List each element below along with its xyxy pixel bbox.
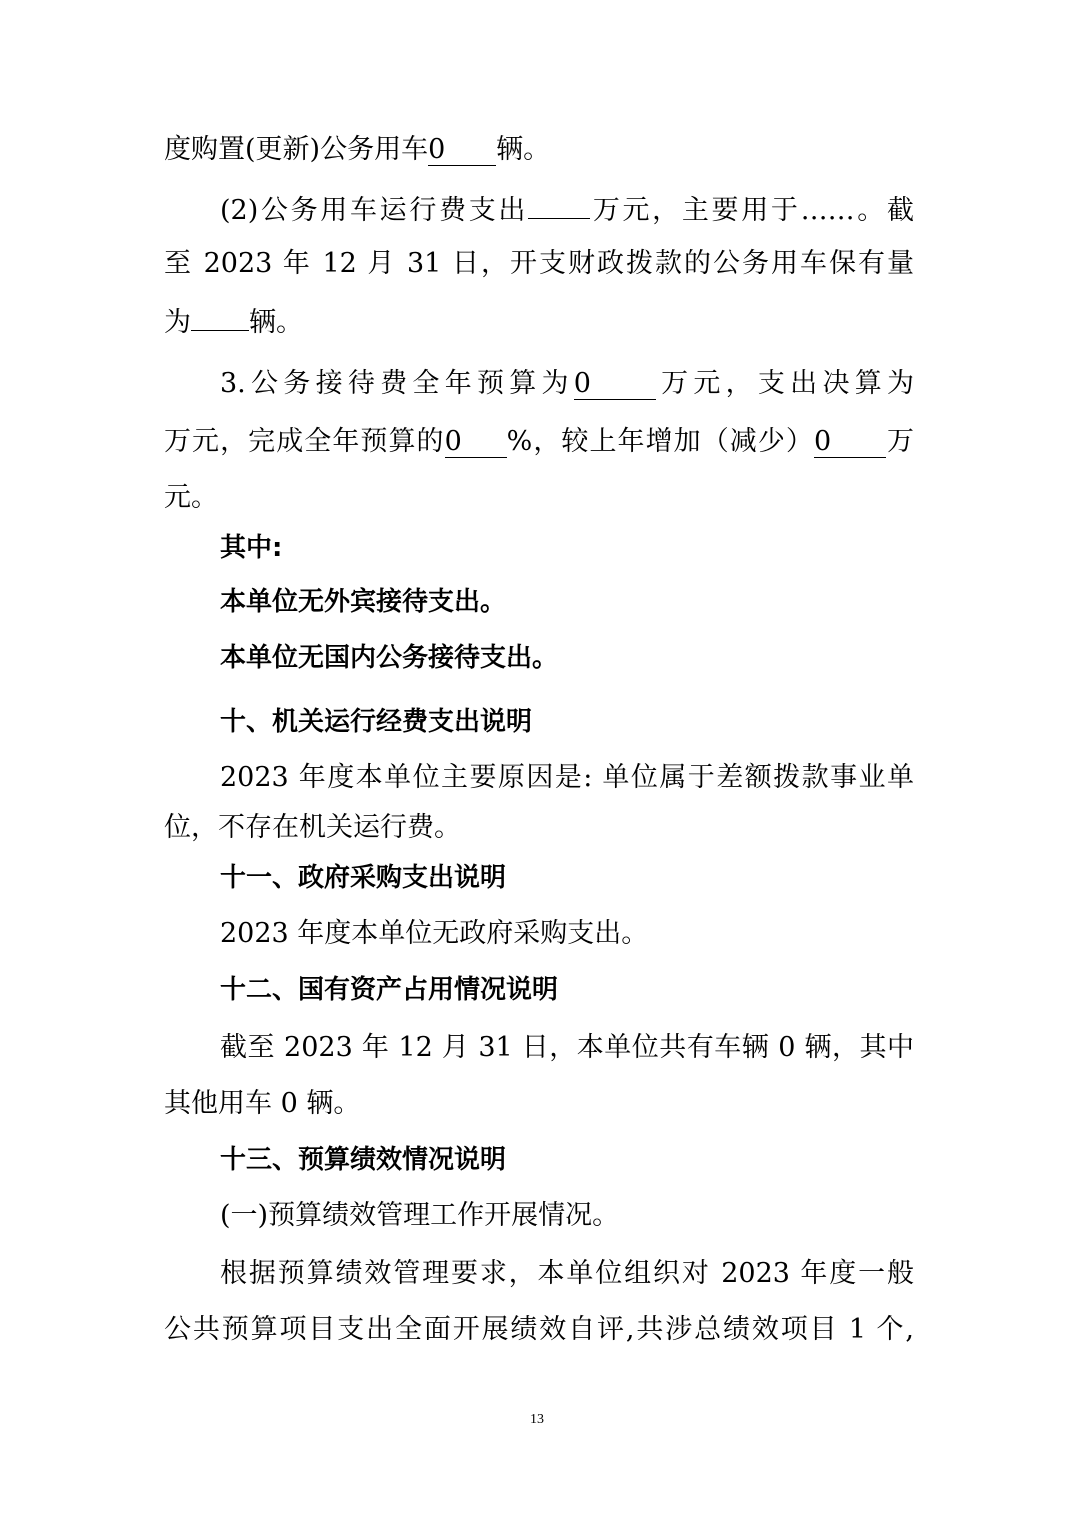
fill-blank [191, 300, 249, 331]
section-heading-10: 十、机关运行经费支出说明 [220, 707, 533, 737]
paragraph-line: 2023 年度本单位主要原因是: 单位属于差额拨款事业单 [220, 762, 914, 793]
text-segment: 3.公务接待费全年预算为 [220, 368, 574, 399]
text-line-reception-completion [164, 422, 914, 462]
text-segment: 度购置(更新)公务用车 [164, 134, 429, 165]
section-heading-13: 十三、预算绩效情况说明 [220, 1145, 507, 1175]
paragraph-line: 位，不存在机关运行费。 [164, 812, 461, 843]
paragraph-line: 根据预算绩效管理要求，本单位组织对 2023 年度一般 [220, 1258, 914, 1289]
text-segment: 为 [164, 307, 191, 338]
fill-blank: 0 [428, 135, 496, 166]
subsection-title: (一)预算绩效管理工作开展情况。 [220, 1200, 620, 1231]
section-heading-11: 十一、政府采购支出说明 [220, 863, 507, 893]
fill-blank: 0 [445, 427, 507, 458]
page-number: 13 [530, 1412, 544, 1427]
paragraph-line: 截至 2023 年 12 月 31 日，本单位共有车辆 0 辆，其中 [220, 1032, 914, 1063]
text-segment: (2)公务用车运行费支出 [220, 195, 529, 226]
section-heading-12: 十二、国有资产占用情况说明 [220, 975, 559, 1005]
text-segment: %，较上年增加（减少） [506, 426, 814, 457]
heading-no-domestic-reception: 本单位无国内公务接待支出。 [220, 643, 559, 673]
text-line-vehicle-holdings: 至 2023 年 12 月 31 日，开支财政拨款的公务用车保有量 [164, 248, 914, 279]
text-segment: 辆。 [249, 307, 303, 338]
text-segment: 万 [885, 426, 915, 457]
heading-no-foreign-reception: 本单位无外宾接待支出。 [220, 587, 507, 617]
paragraph-line: 其他用车 0 辆。 [164, 1088, 361, 1119]
fill-blank: 0 [814, 427, 886, 458]
paragraph-line: 公共预算项目支出全面开展绩效自评,共涉总绩效项目 1 个, [164, 1314, 914, 1345]
text-segment: 万元，主要用于……。截 [590, 195, 914, 226]
text-line-vehicle-purchase [164, 130, 914, 170]
paragraph-line: 2023 年度本单位无政府采购支出。 [220, 918, 649, 949]
text-line-vehicle-operation [220, 188, 914, 228]
text-line-vehicle-count [164, 300, 914, 340]
text-segment: 万元，完成全年预算的 [164, 426, 445, 457]
text-line-reception-budget [220, 364, 914, 404]
text-line-yuan: 元。 [164, 482, 218, 513]
fill-blank: 0 [574, 369, 656, 400]
fill-blank [528, 188, 590, 219]
text-segment: 万元，支出决算为 [655, 368, 915, 399]
heading-qizhong: 其中: [220, 533, 283, 563]
text-segment: 辆。 [496, 134, 551, 165]
